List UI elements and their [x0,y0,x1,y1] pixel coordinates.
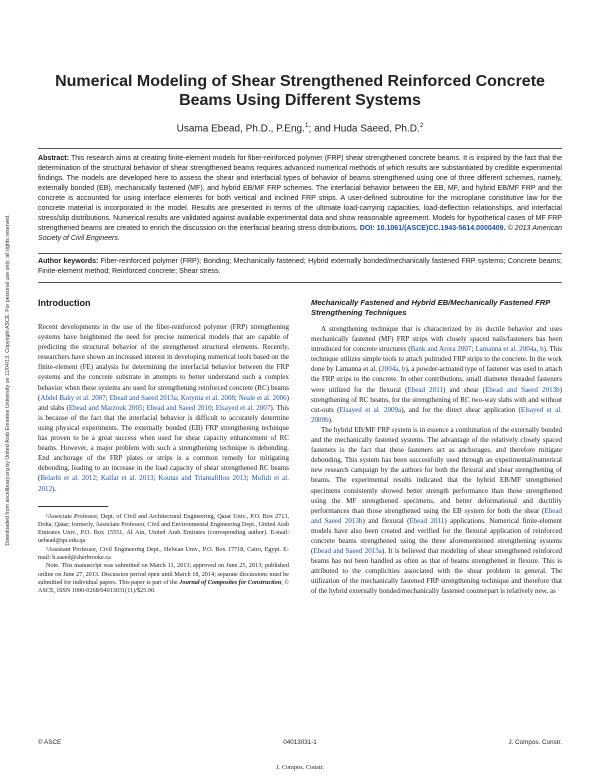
paragraph-text: ). This is because of the fact that the interfacial behavior is difficult to accurately determine using physical experiments. The externally bonded (EB) FRP strengthening technique has proven to be a great success when used for shear capacity enhancement of RC beams. However, a major problem with such a strengthening technique is debonding. End anchorage of the FRP plates or strips is a common remedy for mitigating debonding, leading to an increase in the load capacity of shear strengthened RC beams ( [38,403,289,483]
citation-link[interactable]: Ebead and Saeed 2013b [311,506,562,525]
separator: , [536,345,541,354]
paragraph-text: ) strengthening of RC beams, for the strengthening of RC two-way slabs with and without cut-outs ( [311,385,563,414]
citation-link[interactable]: Ebead and Saeed 2013a [109,393,177,402]
abstract [38,154,562,244]
citation-link[interactable]: Ebead and Saeed 2010 [146,403,212,412]
section-heading: Mechanically Fastened and Hybrid EB/Mechanically Fastened FRP Strengthening Techniques [311,298,550,317]
author-2: Huda Saeed, Ph.D. [333,123,420,135]
footer-copyright: © ASCE [38,739,62,746]
left-column [38,292,289,596]
right-column [311,292,562,597]
citation-link[interactable]: Elsayed et al. 2007 [215,403,271,412]
footer-page-id: 04013031-1 [283,739,317,746]
separator: ; [95,474,101,483]
paragraph-text: ). [328,415,333,424]
author-2-affiliation-mark: 2 [419,122,424,129]
author-1: Usama Ebead, Ph.D., P.Eng. [176,123,305,135]
section-paragraph-2 [311,425,562,597]
paragraph-text: ). It is believed that modeling of shear strengthened reinforced beams has not been handled as often as that of beams strengthened in flexure. This is attributed to the complicities associated with the shear problem in general. The utilization of the mechanically fastened FRP strengthening technique and therefore that of the hybrid externally bonded/mechanically fastened counterpart is relatively new, as [311,547,563,596]
separator: , [398,365,402,374]
download-side-note [2,160,14,600]
separator: ; [153,474,159,483]
paragraph-text: The hybrid EB/MF FRP system is in essence a combination of the externally bonded and the mechanically fastened systems. The advantage of the relatively closely spaced fasteners is the fact that these fasteners act as anchorages, and therefore mitigate debonding. This system has been successfully used through an experimental/numerical new research campaign by the authors for both the flexural and shear strengthening of beams. The experimental results indicated that the hybrid EB/MF strengthened specimens consistently showed better strength performance than those strengthened using the MF strengthened specimens, and better deformational and ductility performances than those strengthened using the EB system for both the shear ( [311,425,562,515]
citation-link[interactable]: Mofidi et al. 2012 [38,474,289,493]
abstract-label: Abstract: [38,155,69,162]
paragraph-text: Recent developments in the use of the fiber-reinforced polymer (FRP) strengthening systems have heightened the need for precise numerical models that are capable of predicting the structural behavior of the strengthened structural elements. Recently, researchers have shown an increased interest in developing numerical tools based on the finite-element (FE) analysis for determining the interfacial behavior between the FRP systems and the concrete substrate in attempts to better understand such a complex behavior when these systems are used for strengthening reinforced concrete (RC) beams ( [38,323,289,402]
separator: ; [246,474,252,483]
section-paragraph-1 [311,324,562,425]
paragraph-text: ), and for the direct shear application ( [401,405,521,414]
paragraph-text: A strengthening technique that is characterized by its ductile behavior and uses mechanically fastened (MF) FRP strips with closely spaced nails/fasteners has been introduced for concrete structures ( [311,325,562,354]
citation-link[interactable]: b [540,345,544,354]
citation-link[interactable]: Ebead 2011 [407,385,444,394]
separator: ; [211,403,216,412]
footer-journal: J. Compos. Constr. [508,739,562,746]
separator: ; [176,393,181,402]
paragraph-text: ). This technique utilizes simple tools to attach pultruded FRP strips to the concrete. In the work done by Lamanna et al. ( [311,345,563,374]
citation-link[interactable]: Koutas and Triantafillou 2013 [158,474,247,483]
author-line [40,122,560,134]
author-separator: ; and [308,123,334,135]
author-keywords [38,257,562,277]
paragraph-text: ), a powder-actuated type of fastener was used to attach the FRP strips to the concrete. In other contributions, small diameter threaded fasteners were utilized for the flexural ( [311,365,562,394]
keywords-label: Author keywords: [38,258,99,265]
citation-link[interactable]: Elsayed et al. 2009b [311,405,563,424]
citation-link[interactable]: 2004a [381,365,399,374]
citation-link[interactable]: Elsayed et al. 2009a [339,405,402,414]
citation-link[interactable]: Kalfat et al. 2013 [100,474,154,483]
paragraph-text: ). [52,484,57,493]
citation-link[interactable]: Lamanna et al. 2004a [475,345,537,354]
abstract-text: This research aims at creating finite-element models for fiber-reinforced polymer (FRP) shear strengthened concrete beams. It is inspired by the fact that the determination of the structural behavior of shear strengthened beams requires advanced numerical methods of which results are substantiated by credible experimental findings. The models are developed here to assess the shear and interfacial types of behavior of beams strengthened using one of three different schemes, namely, externally bonded (EB), mechanically fastened (MF), and hybrid EB/MF FRP schemes. The interfacial behavior between the EB, MF, and hybrid EB/MF FRP and the concrete is accounted for using interface elements for both vertical and inclined FRP strips. A user-defined subroutine for the microplane constitutive law for the concrete material is incorporated in the model. Results are presented in terms of the ultimate load-carrying capacities, load-deflection relationships, and interfacial stress/slip distributions. Numerical results are validated against available experimental data and show reasonable agreement. Models for hypothetical cases of MF FRP strengthened beams are created to enrich the discussion on the interfacial bearing stress distributions. [38,155,562,233]
citation-link[interactable]: Kotynia et al. 2008 [180,393,235,402]
separator: ; [234,393,239,402]
citation-link[interactable]: Abdel Baky et al. 2007 [40,393,106,402]
footnote-2: ²Assistant Professor, Civil Engineering Dept., Helwan Univ., P.O. Box 17718, Cairo, Egypt. E-mail: h.saeed@sherbrooke.ca [38,545,289,562]
paragraph-text: ) and flexural ( [362,516,410,525]
introduction-paragraph [38,322,289,494]
note-text: , © ASCE, ISSN 1090-0268/04013031(11)/$25.00. [38,578,290,595]
abstract-top-rule [38,148,562,149]
citation-link[interactable]: b [401,365,406,374]
citation-link[interactable]: Belarbi et al. 2012 [40,474,96,483]
separator: ; [471,345,476,354]
submission-note [38,562,289,595]
citation-link[interactable]: Ebead and Marzouk 2005 [68,403,143,412]
citation-link[interactable]: Neale et al. 2006 [238,393,287,402]
keywords-text: Fiber-reinforced polymer (FRP); Bonding; Mechanically fastened; Hybrid externally bonded/mechanically fastened FRP systems; Concrete beams; Finite-element method; Reinforced concrete; Shear stress. [38,258,563,276]
note-text: Note. This manuscript was submitted on March 11, 2013; approved on June 25, 2013; published online on June 27, 2013. Discussion period open until March 18, 2014; separate discussions must be submitted for individual papers. This paper is part of the [38,562,289,586]
abstract-copyright: © 2013 American Society of Civil Engineers. [38,225,562,243]
citation-link[interactable]: Ebead 2011 [409,516,445,525]
keywords-top-rule [38,253,562,254]
footnote-rule [38,506,108,507]
paragraph-text: ) applications. Numerical finite-element models have also been created and verified for the flexural application of reinforced concrete beams strengthened using the three aforementioned strengthening systems ( [311,516,562,556]
page-bottom-journal: J. Compos. Constr. [276,764,324,771]
paragraph-text: ) and shear ( [443,385,486,394]
separator: ; [142,403,147,412]
keywords-bottom-rule [38,282,562,283]
separator: ; [105,393,110,402]
author-1-affiliation-mark: 1 [304,122,309,129]
paper-title: Numerical Modeling of Shear Strengthened Reinforced Concrete Beams Using Different Systems [55,73,545,109]
paragraph-text: ) and slabs ( [38,393,290,412]
journal-name: Journal of Composites for Construction [179,578,282,586]
download-side-note-text: Downloaded from ascelibrary.org by United Arab Emirates University on 11/04/13. Copyright ASCE. For personal use only; all rights reserved. [5,214,11,546]
introduction-heading: Introduction [38,298,91,308]
doi-link[interactable]: DOI: 10.1061/(ASCE)CC.1943-5614.0000409. [359,225,506,233]
citation-link[interactable]: Bank and Arora 2007 [410,345,472,354]
citation-link[interactable]: Ebead and Saeed 2013a [313,547,382,556]
citation-link[interactable]: Ebead and Saeed 2013b [485,385,560,394]
footnote-1: ¹Associate Professor, Dept. of Civil and Architectural Engineering, Qatar Univ., P.O. Box 2713, Doha, Qatar; formerly, Associate Professor, Civil and Environmental Engineering Dept., United Arab Emirates Univ., P.O. Box 15551, Al Ain, United Arab Emirates (corresponding author). E-mail: uebead@qu.edu.qa [38,512,289,545]
